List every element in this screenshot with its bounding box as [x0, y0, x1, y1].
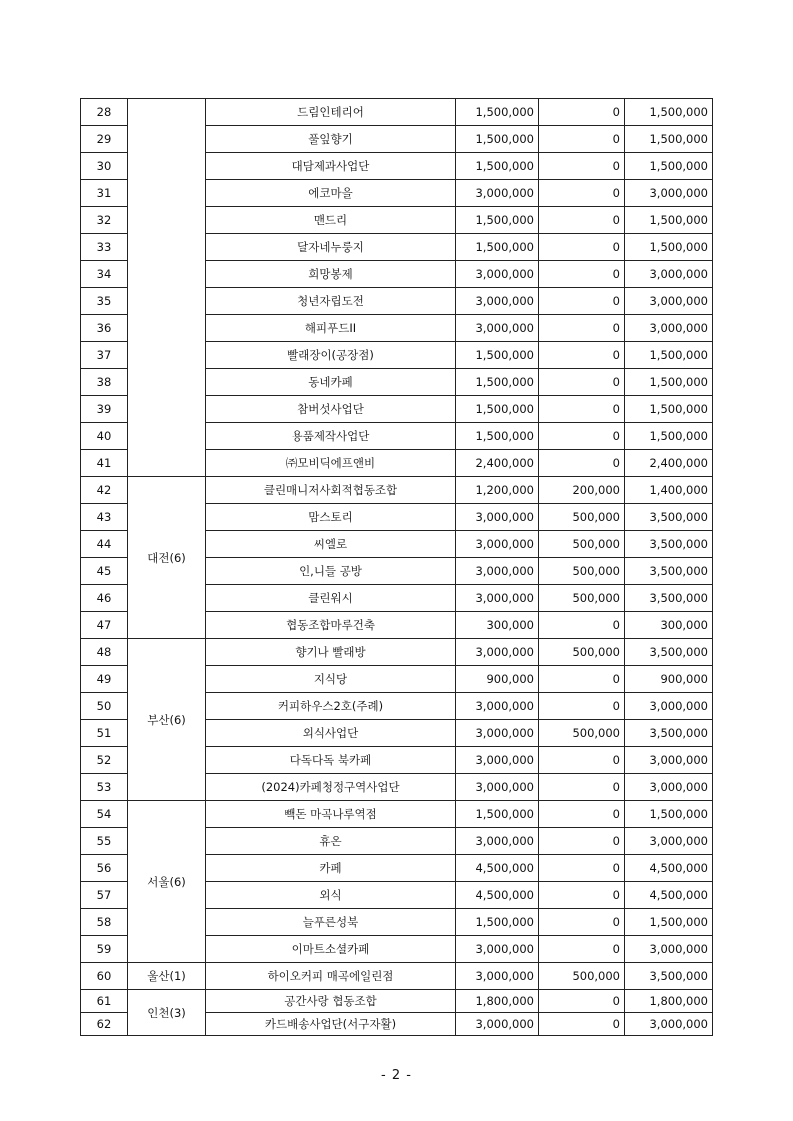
row-number-cell: 62 — [81, 1013, 128, 1036]
row-number-cell: 56 — [81, 855, 128, 882]
organization-name-cell: 지식당 — [206, 666, 456, 693]
amount-total-cell: 1,500,000 — [625, 396, 713, 423]
amount-total-cell: 1,500,000 — [625, 153, 713, 180]
row-number-cell: 61 — [81, 990, 128, 1013]
amount-total-cell: 4,500,000 — [625, 855, 713, 882]
row-number-cell: 50 — [81, 693, 128, 720]
organization-name-cell: 풀잎향기 — [206, 126, 456, 153]
amount-additional-cell: 500,000 — [539, 531, 625, 558]
amount-primary-cell: 3,000,000 — [456, 315, 539, 342]
amount-total-cell: 3,000,000 — [625, 774, 713, 801]
amount-additional-cell: 0 — [539, 396, 625, 423]
amount-additional-cell: 500,000 — [539, 963, 625, 990]
amount-total-cell: 3,000,000 — [625, 288, 713, 315]
row-number-cell: 29 — [81, 126, 128, 153]
row-number-cell: 35 — [81, 288, 128, 315]
row-number-cell: 54 — [81, 801, 128, 828]
organization-name-cell: 협동조합마루건축 — [206, 612, 456, 639]
amount-additional-cell: 500,000 — [539, 720, 625, 747]
table-row — [81, 477, 713, 504]
table-row — [81, 990, 713, 1013]
row-number-cell: 33 — [81, 234, 128, 261]
organization-name-cell: 희망봉제 — [206, 261, 456, 288]
organization-name-cell: 하이오커피 매곡에일린점 — [206, 963, 456, 990]
amount-additional-cell: 0 — [539, 693, 625, 720]
organization-name-cell: 향기나 빨래방 — [206, 639, 456, 666]
amount-total-cell: 900,000 — [625, 666, 713, 693]
amount-primary-cell: 3,000,000 — [456, 180, 539, 207]
amount-primary-cell: 3,000,000 — [456, 747, 539, 774]
amount-additional-cell: 0 — [539, 828, 625, 855]
region-cell — [128, 99, 206, 477]
organization-name-cell: 드림인테리어 — [206, 99, 456, 126]
amount-primary-cell: 3,000,000 — [456, 828, 539, 855]
amount-primary-cell: 1,500,000 — [456, 801, 539, 828]
amount-primary-cell: 3,000,000 — [456, 261, 539, 288]
organization-name-cell: 휴온 — [206, 828, 456, 855]
amount-primary-cell: 3,000,000 — [456, 531, 539, 558]
amount-primary-cell: 1,500,000 — [456, 423, 539, 450]
row-number-cell: 60 — [81, 963, 128, 990]
amount-primary-cell: 3,000,000 — [456, 936, 539, 963]
row-number-cell: 37 — [81, 342, 128, 369]
amount-primary-cell: 4,500,000 — [456, 882, 539, 909]
row-number-cell: 47 — [81, 612, 128, 639]
amount-primary-cell: 1,500,000 — [456, 99, 539, 126]
amount-primary-cell: 3,000,000 — [456, 774, 539, 801]
organization-name-cell: 외식사업단 — [206, 720, 456, 747]
row-number-cell: 58 — [81, 909, 128, 936]
amount-primary-cell: 3,000,000 — [456, 288, 539, 315]
organization-name-cell: 동네카페 — [206, 369, 456, 396]
row-number-cell: 32 — [81, 207, 128, 234]
amount-additional-cell: 500,000 — [539, 504, 625, 531]
amount-additional-cell: 0 — [539, 261, 625, 288]
table-body — [81, 99, 713, 1036]
amount-primary-cell: 900,000 — [456, 666, 539, 693]
amount-primary-cell: 300,000 — [456, 612, 539, 639]
amount-additional-cell: 0 — [539, 612, 625, 639]
amount-primary-cell: 1,500,000 — [456, 126, 539, 153]
amount-additional-cell: 0 — [539, 180, 625, 207]
amount-primary-cell: 3,000,000 — [456, 1013, 539, 1036]
amount-additional-cell: 0 — [539, 342, 625, 369]
amount-total-cell: 3,000,000 — [625, 261, 713, 288]
row-number-cell: 30 — [81, 153, 128, 180]
amount-additional-cell: 0 — [539, 450, 625, 477]
organization-name-cell: 씨엘로 — [206, 531, 456, 558]
amount-additional-cell: 0 — [539, 207, 625, 234]
amount-additional-cell: 0 — [539, 936, 625, 963]
organization-name-cell: 해피푸드II — [206, 315, 456, 342]
amount-primary-cell: 4,500,000 — [456, 855, 539, 882]
row-number-cell: 40 — [81, 423, 128, 450]
row-number-cell: 43 — [81, 504, 128, 531]
organization-name-cell: 에코마을 — [206, 180, 456, 207]
row-number-cell: 59 — [81, 936, 128, 963]
amount-primary-cell: 1,500,000 — [456, 342, 539, 369]
organization-name-cell: 빨래장이(공장점) — [206, 342, 456, 369]
organization-name-cell: 카페 — [206, 855, 456, 882]
organization-name-cell: 인,니들 공방 — [206, 558, 456, 585]
amount-primary-cell: 1,500,000 — [456, 207, 539, 234]
amount-total-cell: 3,000,000 — [625, 315, 713, 342]
amount-primary-cell: 1,500,000 — [456, 369, 539, 396]
row-number-cell: 36 — [81, 315, 128, 342]
amount-total-cell: 3,500,000 — [625, 531, 713, 558]
row-number-cell: 39 — [81, 396, 128, 423]
organization-name-cell: 공간사랑 협동조합 — [206, 990, 456, 1013]
row-number-cell: 52 — [81, 747, 128, 774]
amount-additional-cell: 0 — [539, 423, 625, 450]
row-number-cell: 34 — [81, 261, 128, 288]
row-number-cell: 49 — [81, 666, 128, 693]
row-number-cell: 48 — [81, 639, 128, 666]
row-number-cell: 42 — [81, 477, 128, 504]
amount-primary-cell: 1,500,000 — [456, 234, 539, 261]
organization-name-cell: 외식 — [206, 882, 456, 909]
amount-primary-cell: 1,500,000 — [456, 153, 539, 180]
amount-total-cell: 3,000,000 — [625, 747, 713, 774]
amount-additional-cell: 0 — [539, 369, 625, 396]
table-row — [81, 801, 713, 828]
table-row — [81, 963, 713, 990]
amount-total-cell: 3,000,000 — [625, 1013, 713, 1036]
amount-primary-cell: 3,000,000 — [456, 504, 539, 531]
page-number: - 2 - — [381, 1068, 412, 1083]
row-number-cell: 55 — [81, 828, 128, 855]
amount-total-cell: 1,500,000 — [625, 207, 713, 234]
organization-name-cell: 이마트소셜카페 — [206, 936, 456, 963]
row-number-cell: 31 — [81, 180, 128, 207]
region-cell: 부산(6) — [128, 639, 206, 801]
region-cell: 울산(1) — [128, 963, 206, 990]
amount-additional-cell: 0 — [539, 747, 625, 774]
amount-additional-cell: 0 — [539, 288, 625, 315]
amount-total-cell: 1,500,000 — [625, 909, 713, 936]
amount-total-cell: 1,500,000 — [625, 801, 713, 828]
amount-additional-cell: 0 — [539, 774, 625, 801]
organization-name-cell: 맨드리 — [206, 207, 456, 234]
organization-name-cell: 맘스토리 — [206, 504, 456, 531]
row-number-cell: 38 — [81, 369, 128, 396]
amount-primary-cell: 3,000,000 — [456, 585, 539, 612]
amount-primary-cell: 1,500,000 — [456, 396, 539, 423]
row-number-cell: 57 — [81, 882, 128, 909]
amount-total-cell: 1,500,000 — [625, 234, 713, 261]
amount-additional-cell: 0 — [539, 666, 625, 693]
organization-name-cell: 커피하우스2호(주례) — [206, 693, 456, 720]
amount-additional-cell: 0 — [539, 855, 625, 882]
amount-additional-cell: 200,000 — [539, 477, 625, 504]
amount-additional-cell: 0 — [539, 909, 625, 936]
amount-primary-cell: 1,200,000 — [456, 477, 539, 504]
amount-additional-cell: 500,000 — [539, 639, 625, 666]
amount-total-cell: 3,500,000 — [625, 639, 713, 666]
amount-total-cell: 1,500,000 — [625, 99, 713, 126]
organization-name-cell: 빽돈 마곡나루역점 — [206, 801, 456, 828]
amount-total-cell: 3,500,000 — [625, 585, 713, 612]
amount-additional-cell: 0 — [539, 126, 625, 153]
amount-primary-cell: 1,800,000 — [456, 990, 539, 1013]
amount-additional-cell: 0 — [539, 315, 625, 342]
amount-primary-cell: 2,400,000 — [456, 450, 539, 477]
amount-additional-cell: 0 — [539, 234, 625, 261]
organization-name-cell: 카드배송사업단(서구자활) — [206, 1013, 456, 1036]
amount-total-cell: 1,500,000 — [625, 369, 713, 396]
amount-total-cell: 1,500,000 — [625, 342, 713, 369]
row-number-cell: 28 — [81, 99, 128, 126]
amount-additional-cell: 0 — [539, 801, 625, 828]
amount-total-cell: 3,000,000 — [625, 828, 713, 855]
amount-additional-cell: 0 — [539, 990, 625, 1013]
organization-name-cell: 참버섯사업단 — [206, 396, 456, 423]
amount-total-cell: 3,000,000 — [625, 693, 713, 720]
amount-total-cell: 1,500,000 — [625, 423, 713, 450]
amount-additional-cell: 0 — [539, 99, 625, 126]
organization-name-cell: ㈜모비딕에프앤비 — [206, 450, 456, 477]
amount-additional-cell: 500,000 — [539, 585, 625, 612]
amount-additional-cell: 500,000 — [539, 558, 625, 585]
amount-total-cell: 300,000 — [625, 612, 713, 639]
organization-name-cell: 클린워시 — [206, 585, 456, 612]
organization-name-cell: 대담제과사업단 — [206, 153, 456, 180]
row-number-cell: 45 — [81, 558, 128, 585]
organization-name-cell: 늘푸른성북 — [206, 909, 456, 936]
amount-total-cell: 3,500,000 — [625, 558, 713, 585]
region-cell: 인천(3) — [128, 990, 206, 1036]
row-number-cell: 41 — [81, 450, 128, 477]
amount-additional-cell: 0 — [539, 1013, 625, 1036]
organization-name-cell: 클린매니저사회적협동조합 — [206, 477, 456, 504]
row-number-cell: 51 — [81, 720, 128, 747]
allocation-table — [80, 98, 713, 1036]
amount-primary-cell: 3,000,000 — [456, 693, 539, 720]
organization-name-cell: 달자네누룽지 — [206, 234, 456, 261]
row-number-cell: 53 — [81, 774, 128, 801]
region-cell: 서울(6) — [128, 801, 206, 963]
row-number-cell: 46 — [81, 585, 128, 612]
organization-name-cell: (2024)카페청정구역사업단 — [206, 774, 456, 801]
amount-additional-cell: 0 — [539, 153, 625, 180]
amount-total-cell: 3,500,000 — [625, 720, 713, 747]
amount-total-cell: 3,500,000 — [625, 504, 713, 531]
organization-name-cell: 다독다독 북카페 — [206, 747, 456, 774]
organization-name-cell: 청년자립도전 — [206, 288, 456, 315]
amount-total-cell: 1,400,000 — [625, 477, 713, 504]
amount-total-cell: 2,400,000 — [625, 450, 713, 477]
amount-total-cell: 3,500,000 — [625, 963, 713, 990]
region-cell: 대전(6) — [128, 477, 206, 639]
amount-total-cell: 1,500,000 — [625, 126, 713, 153]
amount-primary-cell: 3,000,000 — [456, 720, 539, 747]
amount-total-cell: 4,500,000 — [625, 882, 713, 909]
amount-total-cell: 3,000,000 — [625, 936, 713, 963]
row-number-cell: 44 — [81, 531, 128, 558]
amount-primary-cell: 3,000,000 — [456, 639, 539, 666]
amount-total-cell: 1,800,000 — [625, 990, 713, 1013]
amount-primary-cell: 1,500,000 — [456, 909, 539, 936]
table-row — [81, 639, 713, 666]
amount-primary-cell: 3,000,000 — [456, 963, 539, 990]
amount-total-cell: 3,000,000 — [625, 180, 713, 207]
amount-primary-cell: 3,000,000 — [456, 558, 539, 585]
table-row — [81, 99, 713, 126]
amount-additional-cell: 0 — [539, 882, 625, 909]
organization-name-cell: 용품제작사업단 — [206, 423, 456, 450]
